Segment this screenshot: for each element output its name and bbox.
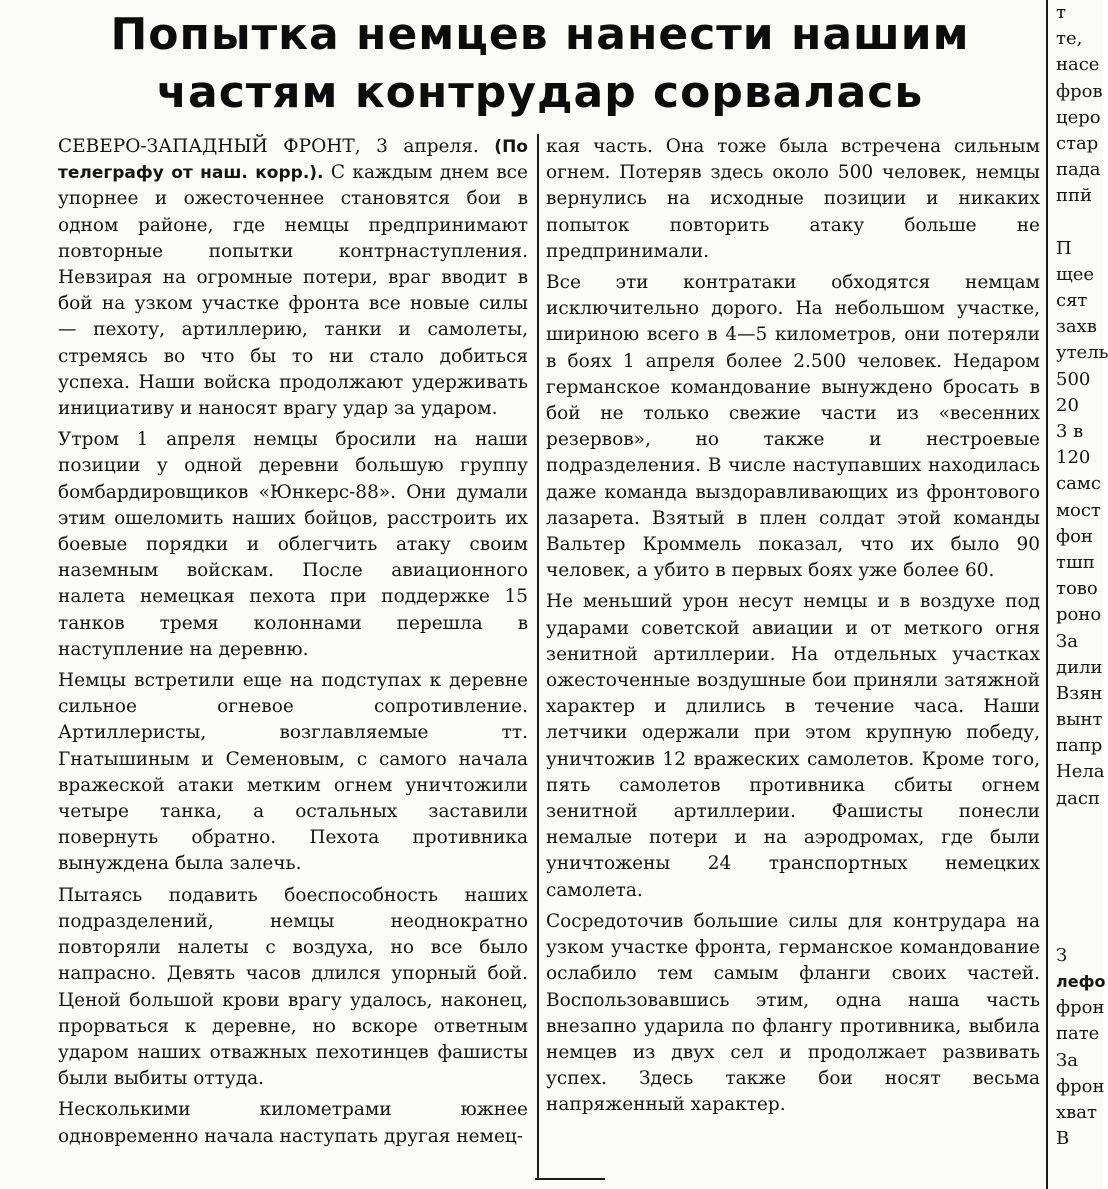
article-column-left — [58, 134, 528, 1155]
article-paragraph: Немцы встретили еще на подступах к деревне сильное огневое сопротивление. Артиллеристы, возглавляемые тт. Гнатышиным и Семеновым, с самого начала вражеской атаки метким огнем уничтожили четыре танка, а остальных заставили повернуть обратно. Пехота противника вынуждена была залечь. — [58, 670, 528, 875]
article-paragraph: Не меньший урон несут немцы и в воздухе под ударами советской авиации и от меткого огня зенитной артиллерии. На отдельных участках ожесточенные воздушные бои приняли затяжной характер и длились в течение часа. Наши летчики одержали при этом крупную победу, уничтожив 12 вражеских самолетов. Кроме того, пять самолетов противника сбиты огнем зенитной артиллерии. Фашисты понесли немалые потери и на аэродромах, где были уничтожены 24 транспортных немецких самолета. — [546, 591, 1040, 901]
fragment-line: 20 — [1056, 394, 1079, 416]
article-headline — [40, 6, 1040, 122]
fragment-line: 120 — [1056, 447, 1091, 469]
fragment-line: тово — [1056, 578, 1098, 600]
fragment-line: дасп — [1056, 787, 1100, 809]
fragment-line: ппй — [1056, 185, 1092, 207]
fragment-line: За — [1056, 1049, 1078, 1071]
article-paragraph: Пытаясь подавить боеспособность наших подразделений, немцы неоднократно повторяли налеты с воздуха, но все было напрасно. Девять часов длился упорный бой. Ценой большой крови врагу удалось, наконец, прорваться к деревне, но вскоре ответным ударом наших отважных пехотинцев фашисты были выбиты оттуда. — [58, 884, 528, 1090]
adjacent-article-fragment — [1056, 0, 1108, 1152]
article-source: (По телеграфу от наш. корр.). — [58, 137, 528, 184]
article-paragraph: кая часть. Она тоже была встречена сильным огнем. Потеряв здесь около 500 человек, немцы вернулись на исходные позиции и никаких попыток повторить атаку больше не предпринимали. — [546, 136, 1040, 262]
article-paragraph: Утром 1 апреля немцы бросили на наши позиции у одной деревни большую группу бомбардировщиков «Юнкерс-88». Они думали этим ошеломить наших бойцов, расстроить их боевые порядки и облегчить атаку своим наземным войскам. После авиационного налета немецкая пехота при поддержке 15 танков тремя колоннами перешла в наступление на деревню. — [58, 429, 528, 660]
fragment-line: дили — [1056, 656, 1103, 678]
fragment-line — [1056, 812, 1103, 838]
article-paragraph: Сосредоточив большие силы для контрудара на узком участке фронта, германское командование ослабило тем самым фланги своих частей. Воспользовавшись этим, одна наша часть внезапно ударила по флангу противника, выбила немцев из двух сел и продолжает развивать успех. Здесь также бои носят весьма напряженный характер. — [546, 910, 1040, 1116]
article-paragraph: Все эти контратаки обходятся немцам исключительно дорого. На небольшом участке, шириною всего в 4—5 километров, они потеряли в боях 1 апреля более 2.500 человек. Недаром германское командование вынуждено бросать в бой не только свежие части из «весенних резервов», но также и нестроевые подразделения. В числе наступавших находилась даже команда выздоравливающих из фронтового лазарета. Взятый в плен солдат этой команды Вальтер Кроммель показал, что их было 90 человек, а убито в первых боях уже более 60. — [546, 272, 1040, 582]
fragment-line: пате — [1056, 1023, 1100, 1045]
article-paragraph — [58, 134, 528, 422]
fragment-line: папр — [1056, 735, 1103, 757]
fragment-line: утель — [1056, 342, 1108, 364]
fragment-line — [1056, 890, 1103, 916]
fragment-line: Взян — [1056, 682, 1103, 704]
fragment-line: вынт — [1056, 709, 1103, 731]
article-paragraph: Несколькими километрами южнее одновременно начала наступать другая немец- — [58, 1099, 528, 1147]
fragment-line: пада — [1056, 159, 1101, 181]
fragment-line: фрон — [1056, 1075, 1105, 1097]
fragment-line: те, — [1056, 28, 1083, 50]
fragment-line: захв — [1056, 316, 1097, 338]
fragment-line: фон — [1056, 525, 1093, 547]
fragment-line: фрон — [1056, 997, 1105, 1019]
fragment-line: церо — [1056, 106, 1101, 128]
fragment-line: роно — [1056, 604, 1102, 626]
fragment-line: насе — [1056, 54, 1100, 76]
fragment-line: В — [1056, 1128, 1070, 1150]
fragment-line: щее — [1056, 263, 1095, 285]
fragment-line: 500 — [1056, 368, 1091, 390]
column-divider-right — [1046, 0, 1048, 1189]
fragment-line: сят — [1056, 290, 1088, 312]
fragment-line — [1056, 917, 1103, 943]
headline-line-2: частям контрудар сорвалась — [156, 67, 924, 118]
fragment-line: мост — [1056, 499, 1101, 521]
fragment-line: стар — [1056, 132, 1099, 154]
fragment-line: За — [1056, 630, 1078, 652]
fragment-line: хват — [1056, 1101, 1097, 1123]
article-column-middle — [546, 134, 1040, 1124]
fragment-line: З — [1056, 944, 1068, 966]
fragment-line: 3 в — [1056, 421, 1084, 442]
paragraph-text: С каждым днем все упорнее и ожесточеннее становятся бои в одном районе, где немцы предпринимают повторные попытки контрнаступления. Невзирая на огромные потери, враг вводит в бой на узком участке фронта все новые силы — пехоту, артиллерию, танки и самолеты, стремясь во что бы то ни стало добиться успеха. Наши войска продолжают удерживать инициативу и наносят врагу удар за ударом. — [58, 162, 528, 420]
fragment-line: т — [1056, 2, 1066, 23]
article-end-rule — [535, 1178, 605, 1180]
fragment-line — [1056, 864, 1103, 890]
article-dateline: СЕВЕРО-ЗАПАДНЫЙ ФРОНТ, 3 апреля. — [58, 136, 479, 157]
fragment-line: тшп — [1056, 551, 1095, 573]
fragment-line: самс — [1056, 473, 1101, 495]
fragment-line: лефо — [1056, 971, 1106, 991]
fragment-line — [1056, 210, 1103, 236]
headline-line-1: Попытка немцев нанести нашим — [110, 9, 970, 60]
column-divider — [537, 134, 539, 1180]
fragment-line: П — [1056, 237, 1072, 259]
fragment-line: Нела — [1056, 761, 1105, 783]
fragment-line: фров — [1056, 80, 1103, 102]
fragment-line — [1056, 838, 1103, 864]
